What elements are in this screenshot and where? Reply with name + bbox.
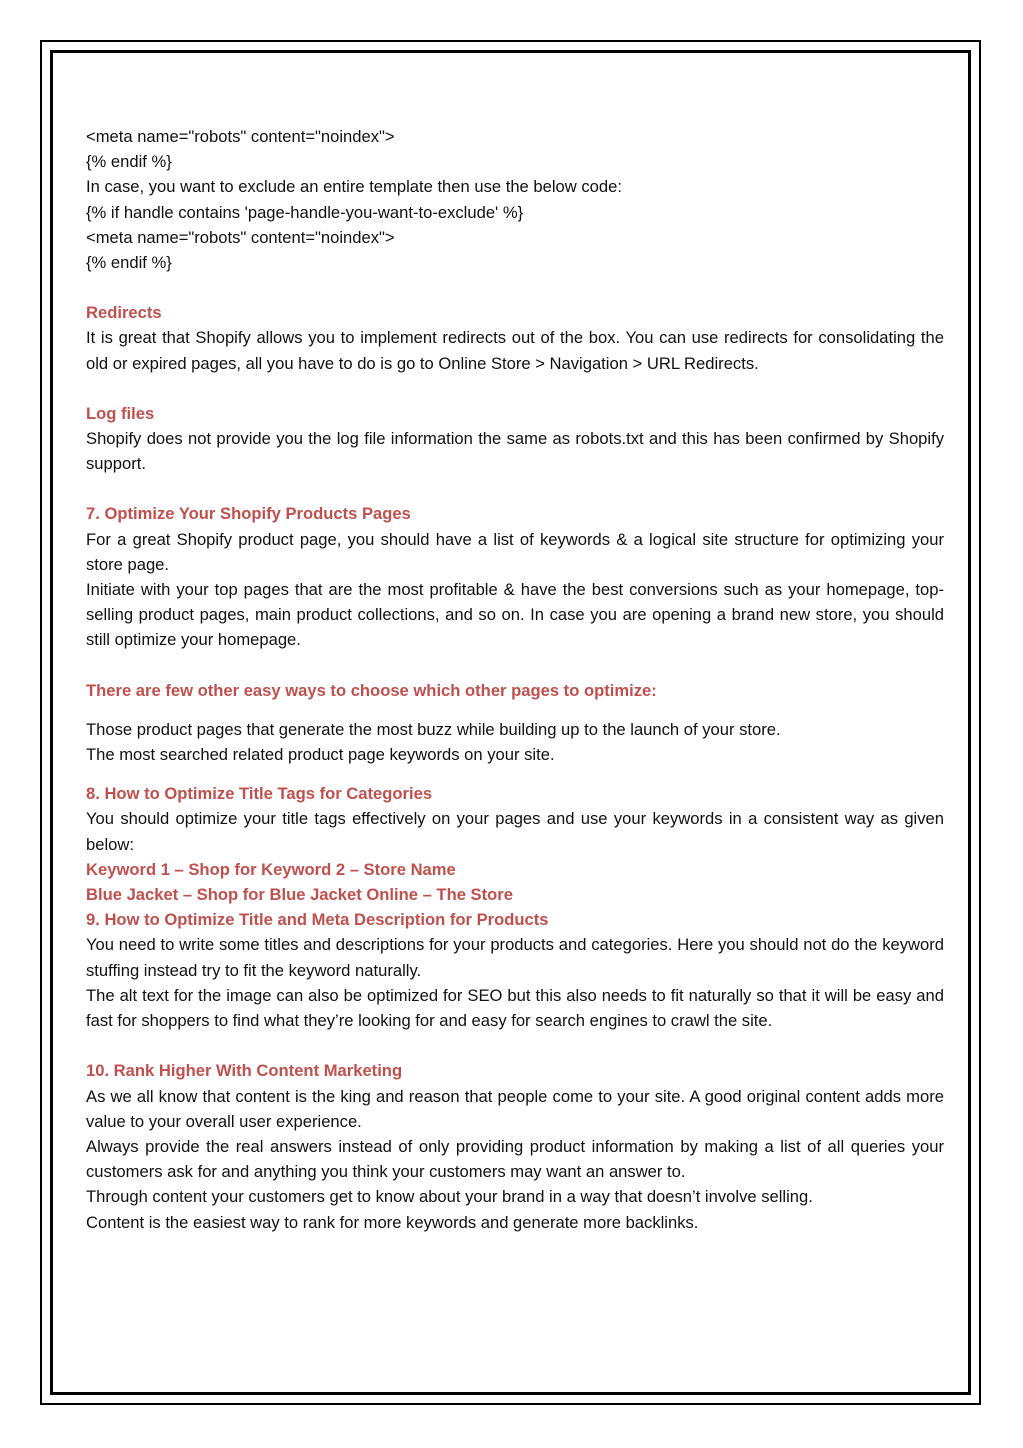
paragraph: You need to write some titles and descriptions for your products and categories. Here you should not do the keyword stuffing instead try to fit the keyword naturally. — [86, 935, 944, 980]
section-heading-8: 8. How to Optimize Title Tags for Categories — [86, 784, 433, 804]
code-line: <meta name="robots" content="noindex"> — [86, 227, 395, 247]
paragraph: Always provide the real answers instead of only providing product information by making a list of all queries your customers ask for and anything you think your customers may want an answer to. — [86, 1136, 944, 1182]
code-line: <meta name="robots" content="noindex"> — [86, 127, 395, 146]
code-line: {% if handle contains 'page-handle-you-want-to-exclude' %} — [86, 202, 524, 222]
paragraph: Initiate with your top pages that are the most profitable & have the best conversions such as your homepage, top-selling product pages, main product collections, and so on. In case you are opening a brand new store, you should still optimize your homepage. — [86, 580, 944, 650]
paragraph: As we all know that content is the king and reason that people come to your site. A good original content adds more value to your overall user experience. — [86, 1086, 944, 1131]
section-heading-log-files: Log files — [86, 403, 155, 423]
title-tag-example: Keyword 1 – Shop for Keyword 2 – Store Name — [86, 859, 456, 879]
text-line: In case, you want to exclude an entire template then use the below code: — [86, 177, 622, 197]
section-heading-10: 10. Rank Higher With Content Marketing — [86, 1061, 403, 1081]
paragraph: Content is the easiest way to rank for more keywords and generate more backlinks. — [86, 1212, 699, 1232]
document-body — [86, 124, 944, 1235]
paragraph: The alt text for the image can also be optimized for SEO but this also needs to fit naturally so that it will be easy and fast for shoppers to find what they’re looking for and easy for search engines to crawl the site. — [86, 985, 944, 1031]
paragraph: For a great Shopify product page, you should have a list of keywords & a logical site structure for optimizing your store page. — [86, 529, 944, 574]
code-line: {% endif %} — [86, 152, 172, 172]
paragraph: Shopify does not provide you the log file information the same as robots.txt and this has been confirmed by Shopify support. — [86, 429, 944, 474]
section-heading-9: 9. How to Optimize Title and Meta Description for Products — [86, 910, 549, 930]
code-line: {% endif %} — [86, 253, 172, 273]
title-tag-example: Blue Jacket – Shop for Blue Jacket Online – The Store — [86, 885, 513, 905]
paragraph: You should optimize your title tags effectively on your pages and use your keywords in a consistent way as given below: — [86, 809, 944, 854]
paragraph: Through content your customers get to know about your brand in a way that doesn’t involve selling. — [86, 1187, 813, 1207]
section-heading-7: 7. Optimize Your Shopify Products Pages — [86, 504, 411, 524]
section-heading-other-pages: There are few other easy ways to choose which other pages to optimize: — [86, 680, 657, 700]
section-heading-redirects: Redirects — [86, 303, 162, 323]
paragraph: Those product pages that generate the most buzz while building up to the launch of your store. — [86, 719, 781, 739]
paragraph: It is great that Shopify allows you to implement redirects out of the box. You can use redirects for consolidating the old or expired pages, all you have to do is go to Online Store > Navigation > URL Redirects. — [86, 328, 944, 373]
paragraph: The most searched related product page keywords on your site. — [86, 745, 555, 765]
